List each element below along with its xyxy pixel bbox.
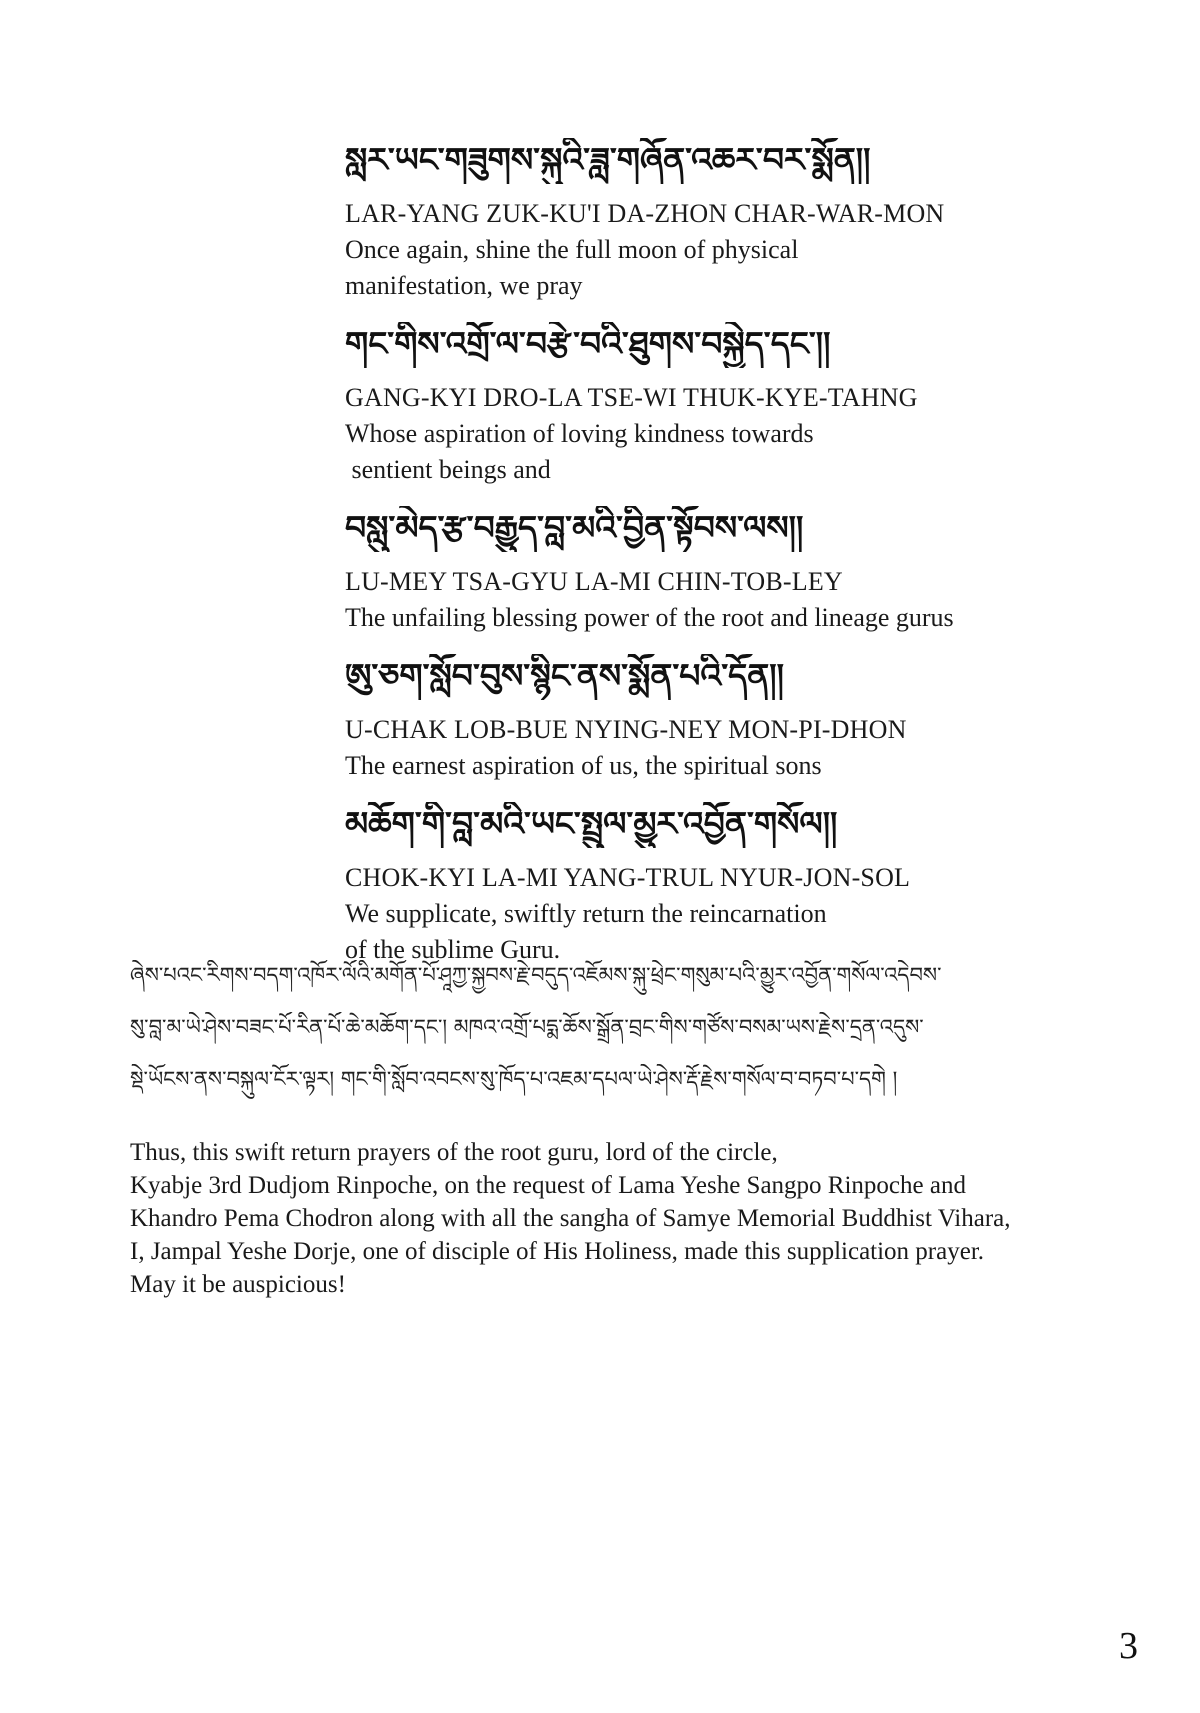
colophon-english-line: I, Jampal Yeshe Dorje, one of disciple of His Holiness, made this supplication prayer. [130, 1238, 985, 1265]
verse-translation: The earnest aspiration of us, the spiritual sons [345, 751, 822, 780]
colophon-tibetan-line: སུ་བླ་མ་ཡེ་ཤེས་བཟང་པོ་རིན་པོ་ཆེ་མཆོག་དང་། མཁའ་འགྲོ་པདྨ་ཆོས་སྒྲོན་བྲང་གིས་གཙོས་བསམ་ཡས་རྗེས་དྲན་འདུས་ [130, 1015, 924, 1039]
colophon-english-line: Kyabje 3rd Dudjom Rinpoche, on the request of Lama Yeshe Sangpo Rinpoche and [130, 1172, 966, 1199]
verse-phonetic: LU-MEY TSA-GYU LA-MI CHIN-TOB-LEY [345, 567, 843, 596]
page-number: 3 [1119, 1625, 1138, 1667]
verse-tibetan: མཆོག་གི་བླ་མའི་ཡང་སྤྲུལ་མྱུར་འབྱོན་གསོལ།། [345, 804, 838, 843]
colophon-english-line: Thus, this swift return prayers of the root guru, lord of the circle, [130, 1139, 778, 1166]
verse-3 [345, 506, 1105, 636]
verse-phonetic: CHOK-KYI LA-MI YANG-TRUL NYUR-JON-SOL [345, 863, 911, 892]
verse-2 [345, 322, 1105, 488]
prayer-verses [345, 138, 1105, 986]
verse-phonetic: GANG-KYI DRO-LA TSE-WI THUK-KYE-TAHNG [345, 383, 918, 412]
colophon-english-line: May it be auspicious! [130, 1271, 346, 1298]
colophon-tibetan-line: སྡེ་ཡོངས་ནས་བསྐུལ་ངོར་ལྟར། གང་གི་སློབ་འབངས་སུ་ཁོད་པ་འཇམ་དཔལ་ཡེ་ཤེས་རྡོ་རྗེས་གསོལ་བ་བཏབ་པ་དགེ ། [130, 1067, 898, 1091]
verse-translation: Whose aspiration of loving kindness towards sentient beings and [345, 419, 814, 484]
verse-phonetic: LAR-YANG ZUK-KU'I DA-ZHON CHAR-WAR-MON [345, 199, 945, 228]
colophon-english [130, 1136, 1130, 1301]
colophon-tibetan-line: ཞེས་པའང་རིགས་བདག་འཁོར་ལོའི་མགོན་པོ་ཤཱཀྱ་སྐྱབས་རྗེ་བདུད་འཇོམས་སྐུ་ཕྲེང་གསུམ་པའི་མྱུར་འབྱོན་གསོལ་འདེབས་ [130, 963, 942, 987]
colophon-english-line: Khandro Pema Chodron along with all the sangha of Samye Memorial Buddhist Vihara, [130, 1205, 1011, 1232]
verse-translation: Once again, shine the full moon of physical manifestation, we pray [345, 235, 799, 300]
verse-5 [345, 802, 1105, 968]
colophon [130, 960, 1130, 1301]
verse-4 [345, 654, 1105, 784]
verse-tibetan: ཨུ་ཅག་སློབ་བུས་སྙིང་ནས་སྨོན་པའི་དོན།། [345, 656, 784, 695]
verse-translation: The unfailing blessing power of the root and lineage gurus [345, 603, 954, 632]
verse-tibetan: སླར་ཡང་གཟུགས་སྐུའི་ཟླ་གཞོན་འཆར་བར་སྨོན།། [345, 140, 871, 179]
verse-tibetan: བསླུ་མེད་རྩ་བརྒྱུད་བླ་མའི་བྱིན་སྟོབས་ལས།། [345, 508, 804, 547]
verse-1 [345, 138, 1105, 304]
verse-tibetan: གང་གིས་འགྲོ་ལ་བརྩེ་བའི་ཐུགས་བསྐྱེད་དང་།། [345, 324, 831, 363]
verse-translation: We supplicate, swiftly return the reincarnation of the sublime Guru. [345, 899, 827, 964]
verse-phonetic: U-CHAK LOB-BUE NYING-NEY MON-PI-DHON [345, 715, 907, 744]
